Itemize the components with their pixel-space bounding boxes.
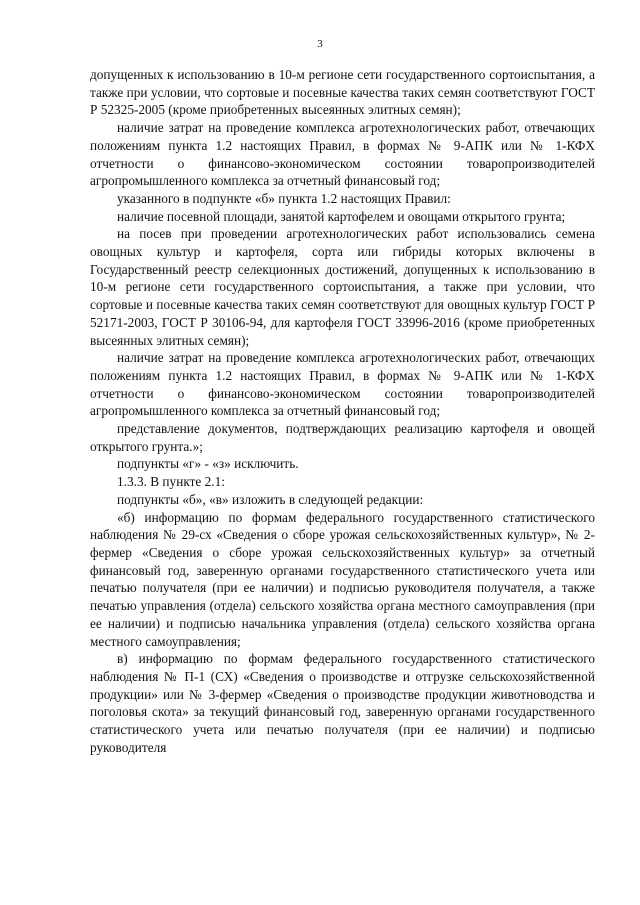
paragraph: представление документов, подтверждающих реализацию картофеля и овощей открытого грунта.»; <box>90 421 595 454</box>
paragraph: на посев при проведении агротехнологических работ использовались семена овощных культур и картофеля, сорта или гибриды которых включены в Государственный реестр селекционных достижений, допущенных к использованию в 10-м регионе сети государственного сортоиспытания, а также при условии, что сортовые и посевные качества таких семян соответствуют для овощных культур ГОСТ Р 52171-2003, ГОСТ Р 30106-94, для картофеля ГОСТ 33996-2016 (кроме приобретенных высеянных элитных семян); <box>90 226 595 348</box>
paragraph: в) информацию по формам федерального государственного статистического наблюдения № П-1 (СХ) «Сведения о производстве и отгрузке сельскохозяйственной продукции» или № 3-фермер «Сведения о производстве продукции животноводства и поголовья скота» за текущий финансовый год, заверенную органами государственного статистического учета или печатью получателя (при ее наличии) и подписью руководителя <box>90 651 595 755</box>
paragraph: наличие затрат на проведение комплекса агротехнологических работ, отвечающих положениям пункта 1.2 настоящих Правил, в формах № 9-АПК или № 1-КФХ отчетности о финансово-экономическом состоянии товаропроизводителей агропромышленного комплекса за отчетный финансовый год; <box>90 350 595 419</box>
paragraph: допущенных к использованию в 10-м регионе сети государственного сортоиспытания, а также при условии, что сортовые и посевные качества таких семян соответствуют ГОСТ Р 52325-2005 (кроме приобретенных высеянных элитных семян); <box>90 67 595 118</box>
paragraph: «б) информацию по формам федерального государственного статистического наблюдения № 29-сх «Сведения о сборе урожая сельскохозяйственных культур», № 2-фермер «Сведения о сборе урожая сельскохозяйственных культур» за отчетный финансовый год, заверенную органами государственного статистического учета или печатью получателя (при ее наличии) и подписью руководителя получателя, а также печатью управления (отдела) сельского хозяйства органа местного самоуправления (при ее наличии) и подписью начальника управления (отдела) сельского хозяйства органа местного самоуправления; <box>90 509 595 649</box>
paragraph: указанного в подпункте «б» пункта 1.2 настоящих Правил: <box>117 190 451 206</box>
paragraph: 1.3.3. В пункте 2.1: <box>117 474 225 490</box>
page-number: 3 <box>317 38 323 50</box>
paragraph: наличие затрат на проведение комплекса агротехнологических работ, отвечающих положениям пункта 1.2 настоящих Правил, в формах № 9-АПК или № 1-КФХ отчетности о финансово-экономическом состоянии товаропроизводителей агропромышленного комплекса за отчетный финансовый год; <box>90 120 595 189</box>
paragraph: подпункты «г» - «з» исключить. <box>117 456 299 472</box>
document-body <box>90 66 595 756</box>
paragraph: подпункты «б», «в» изложить в следующей редакции: <box>117 491 424 507</box>
paragraph: наличие посевной площади, занятой картофелем и овощами открытого грунта; <box>117 208 566 224</box>
